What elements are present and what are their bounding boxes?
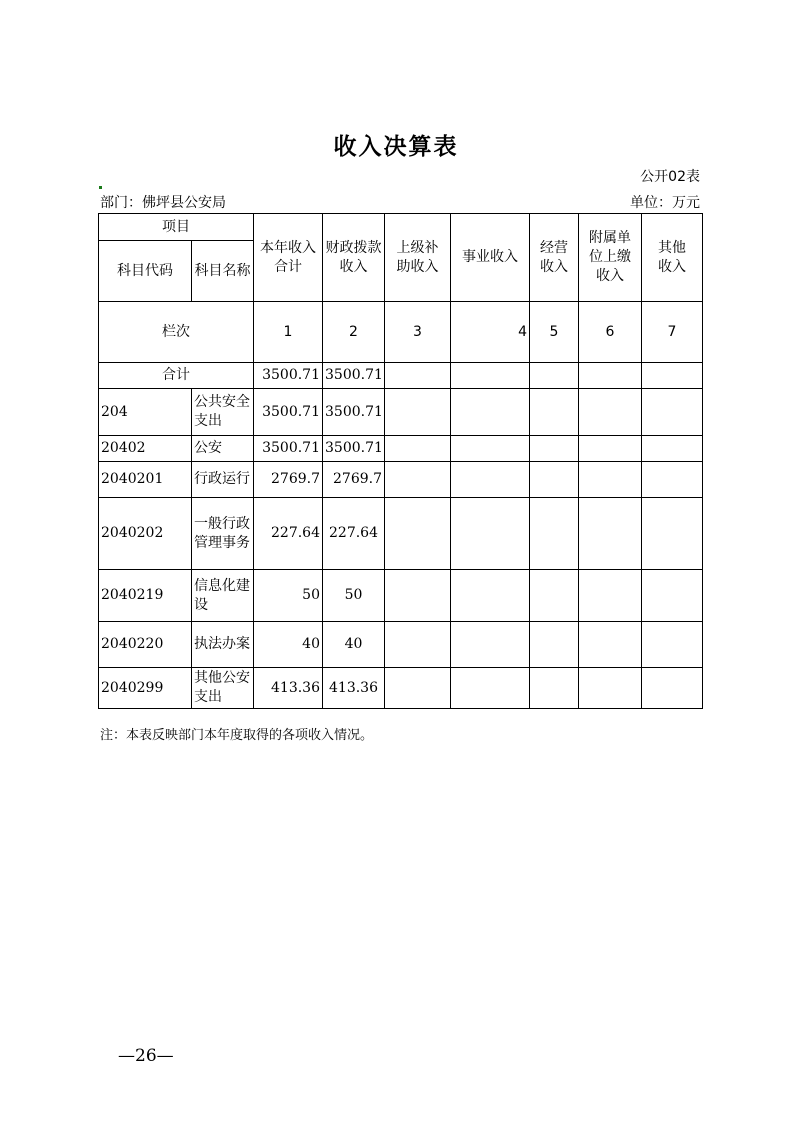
header-col-4	[451, 214, 530, 302]
row-value: 50	[323, 570, 385, 622]
row-value	[642, 622, 703, 668]
header-code: 科目代码	[99, 241, 192, 302]
header-col-6	[579, 214, 642, 302]
header-line: 收入	[540, 258, 568, 275]
row-value: 3500.71	[254, 389, 323, 436]
row-value	[579, 570, 642, 622]
income-final-accounts-table	[98, 213, 703, 709]
row-value	[530, 389, 579, 436]
row-value: 2769.7	[254, 462, 323, 498]
row-value	[642, 462, 703, 498]
row-value: 413.36	[323, 668, 385, 709]
header-line: 财政拨款	[325, 239, 382, 256]
row-name: 公共安全支出	[192, 389, 254, 436]
row-value	[642, 668, 703, 709]
header-line: 本年收入	[260, 239, 316, 256]
row-value	[451, 668, 530, 709]
row-value: 227.64	[254, 498, 323, 570]
row-value: 2769.7	[323, 462, 385, 498]
table-row	[99, 570, 703, 622]
row-value	[579, 498, 642, 570]
row-code: 2040220	[99, 622, 192, 668]
row-value: 40	[323, 622, 385, 668]
row-code: 2040219	[99, 570, 192, 622]
header-col-1	[254, 214, 323, 302]
row-name: 公安	[192, 436, 254, 462]
row-value	[579, 462, 642, 498]
total-row	[99, 363, 703, 389]
header-col-5	[530, 214, 579, 302]
row-value: 3500.71	[323, 436, 385, 462]
table-row	[99, 622, 703, 668]
row-code: 2040299	[99, 668, 192, 709]
seq-number: 1	[254, 302, 323, 363]
table-row	[99, 498, 703, 570]
header-line: 附属单	[589, 230, 631, 246]
header-line: 上级补	[396, 239, 439, 256]
unit-label: 单位：万元	[630, 195, 700, 211]
page-number: —26—	[118, 1046, 174, 1066]
row-value	[385, 389, 451, 436]
header-line: 经营	[540, 239, 568, 256]
row-value	[579, 622, 642, 668]
row-value	[642, 389, 703, 436]
header-project: 项目	[99, 214, 254, 241]
header-line: 合计	[274, 258, 302, 275]
row-value	[642, 436, 703, 462]
row-value	[451, 389, 530, 436]
header-line: 其他	[658, 239, 686, 256]
row-code: 20402	[99, 436, 192, 462]
row-name: 信息化建设	[192, 570, 254, 622]
row-value	[642, 570, 703, 622]
header-line: 收入	[658, 258, 686, 275]
row-value	[451, 570, 530, 622]
row-value: 50	[254, 570, 323, 622]
row-value	[579, 389, 642, 436]
seq-number: 2	[323, 302, 385, 363]
header-line: 助收入	[396, 258, 439, 275]
row-value: 3500.71	[323, 389, 385, 436]
total-value	[385, 363, 451, 389]
row-value	[579, 436, 642, 462]
total-value	[530, 363, 579, 389]
seq-number: 5	[530, 302, 579, 363]
seq-row	[99, 302, 703, 363]
row-value	[642, 498, 703, 570]
row-value: 3500.71	[254, 436, 323, 462]
row-value	[451, 498, 530, 570]
row-name: 行政运行	[192, 462, 254, 498]
department-label: 部门：佛坪县公安局	[100, 195, 226, 211]
table-row	[99, 668, 703, 709]
row-value	[451, 436, 530, 462]
table-row	[99, 436, 703, 462]
row-value	[385, 462, 451, 498]
green-mark-icon	[99, 186, 102, 189]
header-col-7	[642, 214, 703, 302]
row-value	[451, 622, 530, 668]
header-line: 收入	[339, 258, 368, 275]
table-row	[99, 462, 703, 498]
table-row	[99, 389, 703, 436]
row-name: 其他公安支出	[192, 668, 254, 709]
total-value	[579, 363, 642, 389]
table-note: 注：本表反映部门本年度取得的各项收入情况。	[100, 728, 374, 743]
seq-number: 7	[642, 302, 703, 363]
row-value	[530, 462, 579, 498]
row-value	[530, 498, 579, 570]
header-line: 收入	[596, 268, 624, 284]
header-col-3	[385, 214, 451, 302]
row-value: 227.64	[323, 498, 385, 570]
seq-number: 4	[451, 302, 530, 363]
row-value	[385, 622, 451, 668]
row-code: 2040201	[99, 462, 192, 498]
header-row-1	[99, 214, 703, 241]
table-title: 收入决算表	[333, 134, 459, 160]
seq-number: 6	[579, 302, 642, 363]
row-value	[579, 668, 642, 709]
row-name: 执法办案	[192, 622, 254, 668]
row-value: 40	[254, 622, 323, 668]
row-value	[385, 668, 451, 709]
row-value	[530, 436, 579, 462]
row-name: 一般行政管理事务	[192, 498, 254, 570]
header-col-2	[323, 214, 385, 302]
total-value: 3500.71	[254, 363, 323, 389]
form-number: 公开02表	[640, 169, 700, 185]
row-value	[530, 570, 579, 622]
total-label: 合计	[99, 363, 254, 389]
seq-number: 3	[385, 302, 451, 363]
total-value	[451, 363, 530, 389]
row-code: 2040202	[99, 498, 192, 570]
row-value	[530, 622, 579, 668]
header-line: 位上缴	[589, 249, 631, 265]
row-value	[385, 570, 451, 622]
row-value	[385, 436, 451, 462]
row-value	[530, 668, 579, 709]
header-name: 科目名称	[192, 241, 254, 302]
header-line: 事业收入	[462, 249, 518, 265]
total-value	[642, 363, 703, 389]
row-value	[451, 462, 530, 498]
seq-label: 栏次	[99, 302, 254, 363]
row-value: 413.36	[254, 668, 323, 709]
row-value	[385, 498, 451, 570]
row-code: 204	[99, 389, 192, 436]
total-value: 3500.71	[323, 363, 385, 389]
